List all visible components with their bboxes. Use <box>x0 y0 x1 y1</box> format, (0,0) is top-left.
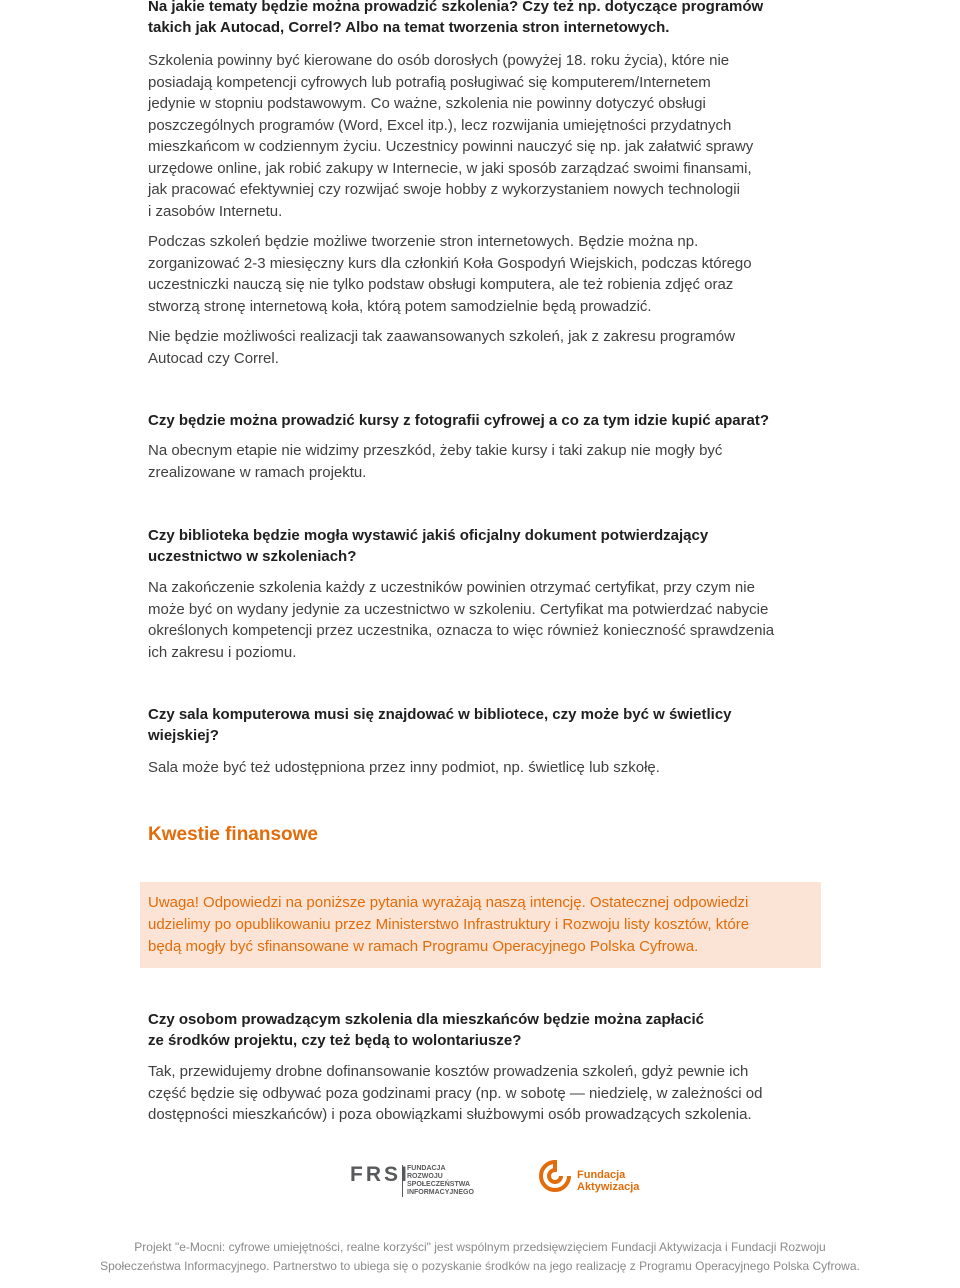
fundacja-aktywizacja-icon <box>538 1159 572 1197</box>
notice-line: Uwaga! Odpowiedzi na poniższe pytania wyrażają naszą intencję. Ostatecznej odpowiedzi <box>148 894 749 911</box>
question-photography <box>148 410 816 431</box>
text-line: i zasobów Internetu. <box>148 202 283 220</box>
notice-box <box>140 882 821 968</box>
text-line: posiadają kompetencji cyfrowych lub potrafią posługiwać się komputerem/Internetem <box>148 73 711 91</box>
notice-line: udzielimy po opublikowaniu przez Ministerstwo Infrastruktury i Rozwoju listy kosztów, które <box>148 916 750 933</box>
question-trainers <box>148 1009 816 1051</box>
text-line: uczestniczki nauczą się nie tylko podstaw obsługi komputera, ale też robienia zdjęć oraz <box>148 276 734 293</box>
frsi-text-line: FUNDACJA <box>407 1165 446 1172</box>
question-certificate <box>148 525 816 567</box>
text-line: zrealizowane w ramach projektu. <box>148 463 367 481</box>
text-line: jak pracować efektywniej czy rozwijać swoje hobby z wykorzystaniem nowych technologii <box>148 181 740 198</box>
text-line: urzędowe online, jak robić zakupy w Internecie, w jaki sposób zarządzać swoimi finansami, <box>148 159 752 177</box>
answer-photography <box>148 440 816 483</box>
text-line: Podczas szkoleń będzie możliwe tworzenie stron internetowych. Będzie można np. <box>148 233 699 250</box>
fa-text-line: Aktywizacja <box>577 1181 640 1193</box>
answer-certificate <box>148 577 816 663</box>
text-line: Na zakończenie szkolenia każdy z uczestników powinien otrzymać certyfikat, przy czym nie <box>148 579 755 596</box>
frsi-logo-text <box>402 1165 487 1197</box>
text-line: poszczególnych programów (Word, Excel itp.), lecz rozwijania umiejętności przydatnych <box>148 116 732 134</box>
text-line: Tak, przewidujemy drobne dofinansowanie kosztów prowadzenia szkoleń, gdyż pewnie ich <box>148 1063 749 1080</box>
frsi-text-line: ROZWOJU <box>407 1173 443 1180</box>
paragraph-websites <box>148 231 816 317</box>
question-line: wiejskiej? <box>148 727 219 744</box>
answer-trainers <box>148 1061 816 1126</box>
question-room <box>148 704 816 746</box>
fundacja-aktywizacja-logo <box>538 1159 640 1202</box>
paragraph-autocad <box>148 326 816 369</box>
text-line: określonych kompetencji przez uczestnika, oznacza to więc również konieczność sprawdzenia <box>148 622 775 639</box>
intro-question <box>148 0 816 38</box>
paragraph-target-audience <box>148 50 816 222</box>
frsi-mark: FRSI <box>350 1163 410 1186</box>
text-line: mieszkańcom w codziennym życiu. Uczestnicy powinni nauczyć się np. jak załatwić sprawy <box>148 138 754 155</box>
question-line: takich jak Autocad, Correl? Albo na temat tworzenia stron internetowych. <box>148 19 670 36</box>
partner-logos <box>0 1155 960 1205</box>
fa-text-line: Fundacja <box>577 1169 626 1181</box>
footer-line: Społeczeństwa Informacyjnego. Partnerstwo to ubiega się o pozyskanie środków na jego realizację z Programu Operacyjnego Polska Cyfrowa. <box>100 1259 860 1273</box>
question-line: uczestnictwo w szkoleniach? <box>148 548 357 565</box>
question-line: Na jakie tematy będzie można prowadzić szkolenia? Czy też np. dotyczące programów <box>148 0 764 15</box>
text-line: może być on wydany jedynie za uczestnictwo w szkoleniu. Certyfikat ma potwierdzać nabycie <box>148 600 769 618</box>
question-line: ze środków projektu, czy też będą to wolontariusze? <box>148 1032 522 1049</box>
text-line: część będzie się odbywać poza godzinami pracy (np. w sobotę — niedzielę, w zależności od <box>148 1084 763 1102</box>
footer-line: Projekt "e-Mocni: cyfrowe umiejętności, realne korzyści" jest wspólnym przedsięwzięciem Fundacji Aktywizacja i Fundacji Rozwoju <box>134 1240 826 1254</box>
text-line: stworzą stronę internetową koła, którą potem samodzielnie będą prowadzić. <box>148 297 652 315</box>
text-line: ich zakresu i poziomu. <box>148 643 297 661</box>
question-line: Czy sala komputerowa musi się znajdować w bibliotece, czy może być w świetlicy <box>148 706 732 723</box>
question-line: Czy biblioteka będzie mogła wystawić jakiś oficjalny dokument potwierdzający <box>148 527 709 544</box>
text-line: Na obecnym etapie nie widzimy przeszkód, żeby takie kursy i taki zakup nie mogły być <box>148 442 723 459</box>
answer-room <box>148 757 816 779</box>
question-line: Czy będzie można prowadzić kursy z fotografii cyfrowej a co za tym idzie kupić aparat? <box>148 412 769 429</box>
page-footer <box>0 1238 960 1276</box>
frsi-text-line: INFORMACYJNEGO <box>407 1189 474 1196</box>
notice-line: będą mogły być sfinansowane w ramach Programu Operacyjnego Polska Cyfrowa. <box>148 938 699 955</box>
text-line: Nie będzie możliwości realizacji tak zaawansowanych szkoleń, jak z zakresu programów <box>148 328 735 345</box>
frsi-logo <box>350 1163 474 1196</box>
text-line: Sala może być też udostępniona przez inny podmiot, np. świetlicę lub szkołę. <box>148 759 660 776</box>
fa-logo-text <box>577 1169 657 1193</box>
text-line: Szkolenia powinny być kierowane do osób dorosłych (powyżej 18. roku życia), które nie <box>148 52 730 69</box>
section-heading: Kwestie finansowe <box>148 824 318 845</box>
text-line: dostępności mieszkańców) i poza obowiązkami służbowymi osób prowadzących szkolenia. <box>148 1106 752 1123</box>
text-line: zorganizować 2-3 miesięczny kurs dla członkiń Koła Gospodyń Wiejskich, podczas którego <box>148 254 752 272</box>
frsi-text-line: SPOŁECZEŃSTWA <box>407 1181 471 1188</box>
question-line: Czy osobom prowadzącym szkolenia dla mieszkańców będzie można zapłacić <box>148 1011 705 1028</box>
text-line: Autocad czy Correl. <box>148 349 279 367</box>
text-line: jedynie w stopniu podstawowym. Co ważne, szkolenia nie powinny dotyczyć obsługi <box>148 95 706 112</box>
